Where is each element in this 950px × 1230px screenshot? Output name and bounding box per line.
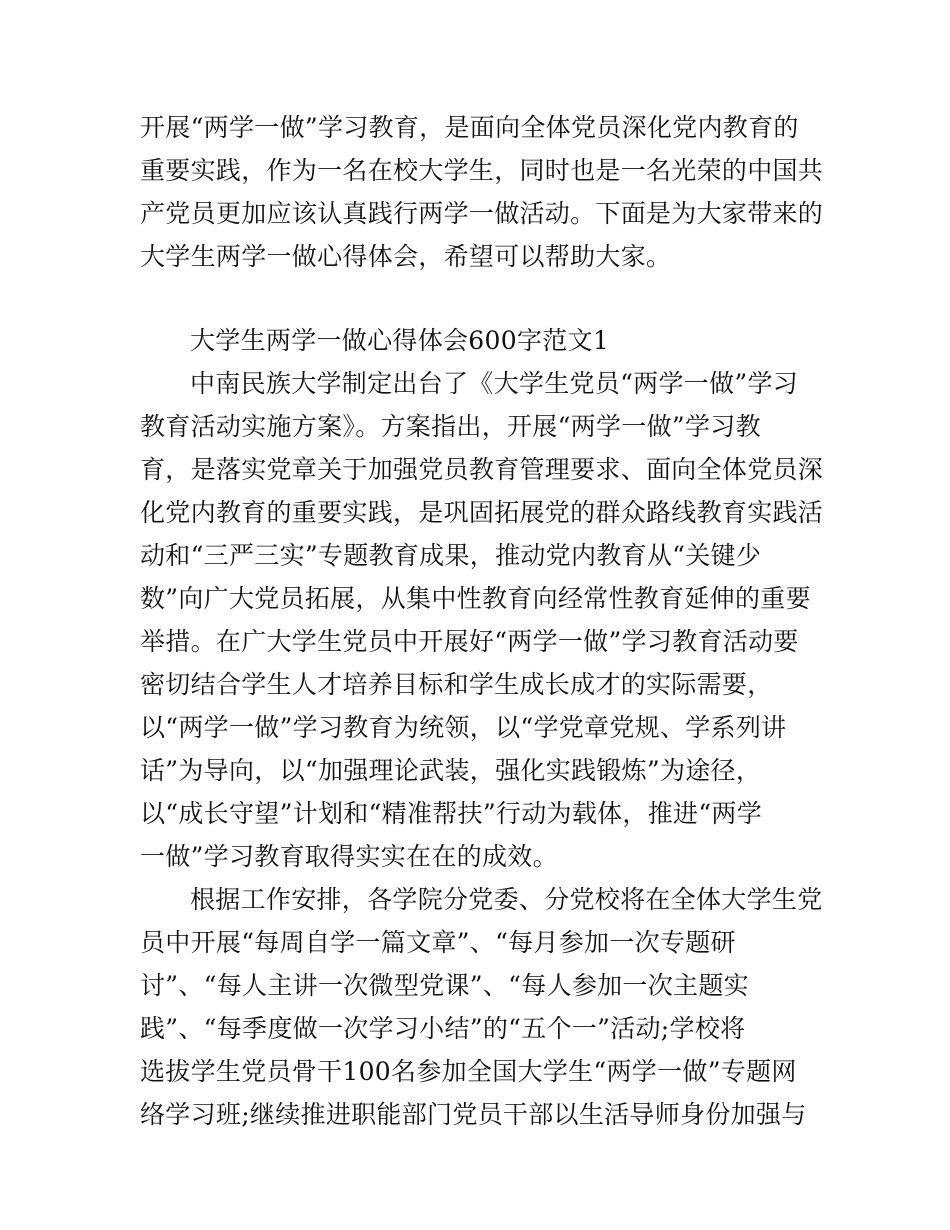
paragraph-line: 育，是落实党章关于加强党员教育管理要求、面向全体党员深 <box>140 455 824 484</box>
section-heading: 大学生两学一做心得体会600字范文1 <box>190 326 610 355</box>
paragraph-line: 选拔学生党员骨干100名参加全国大学生“两学一做”专题网 <box>140 1057 797 1086</box>
intro-line: 大学生两学一做心得体会，希望可以帮助大家。 <box>140 242 672 271</box>
paragraph-line: 化党内教育的重要实践，是巩固拓展党的群众路线教育实践活 <box>140 498 824 527</box>
paragraph-line: 以“两学一做”学习教育为统领，以“学党章党规、学系列讲 <box>140 713 787 742</box>
paragraph-line: 举措。在广大学生党员中开展好“两学一做”学习教育活动要 <box>140 627 799 656</box>
paragraph-line: 数”向广大党员拓展，从集中性教育向经常性教育延伸的重要 <box>140 584 811 613</box>
paragraph-line: 话”为导向，以“加强理论武装，强化实践锻炼”为途径， <box>140 756 762 785</box>
intro-line: 重要实践，作为一名在校大学生，同时也是一名光荣的中国共 <box>140 156 824 185</box>
paragraph-line: 动和“三严三实”专题教育成果，推动党内教育从“关键少 <box>140 541 762 570</box>
paragraph-line: 讨”、“每人主讲一次微型党课”、“每人参加一次主题实 <box>140 971 749 1000</box>
intro-line: 产党员更加应该认真践行两学一做活动。下面是为大家带来的 <box>140 199 824 228</box>
paragraph-line: 员中开展“每周自学一篇文章”、“每月参加一次专题研 <box>140 928 736 957</box>
paragraph-line: 一做”学习教育取得实实在在的成效。 <box>140 842 558 871</box>
paragraph-line: 以“成长守望”计划和“精准帮扶”行动为载体，推进“两学 <box>140 799 763 828</box>
paragraph-line: 践”、“每季度做一次学习小结”的“五个一”活动;学校将 <box>140 1014 746 1043</box>
intro-line: 开展“两学一做”学习教育，是面向全体党员深化党内教育的 <box>140 113 799 142</box>
paragraph-line: 络学习班;继续推进职能部门党员干部以生活导师身份加强与 <box>140 1100 807 1129</box>
paragraph-line: 根据工作安排，各学院分党委、分党校将在全体大学生党 <box>190 885 823 914</box>
paragraph-line: 教育活动实施方案》。方案指出，开展“两学一做”学习教 <box>140 412 761 441</box>
paragraph-line: 中南民族大学制定出台了《大学生党员“两学一做”学习 <box>190 369 799 398</box>
paragraph-line: 密切结合学生人才培养目标和学生成长成才的实际需要， <box>140 670 773 699</box>
